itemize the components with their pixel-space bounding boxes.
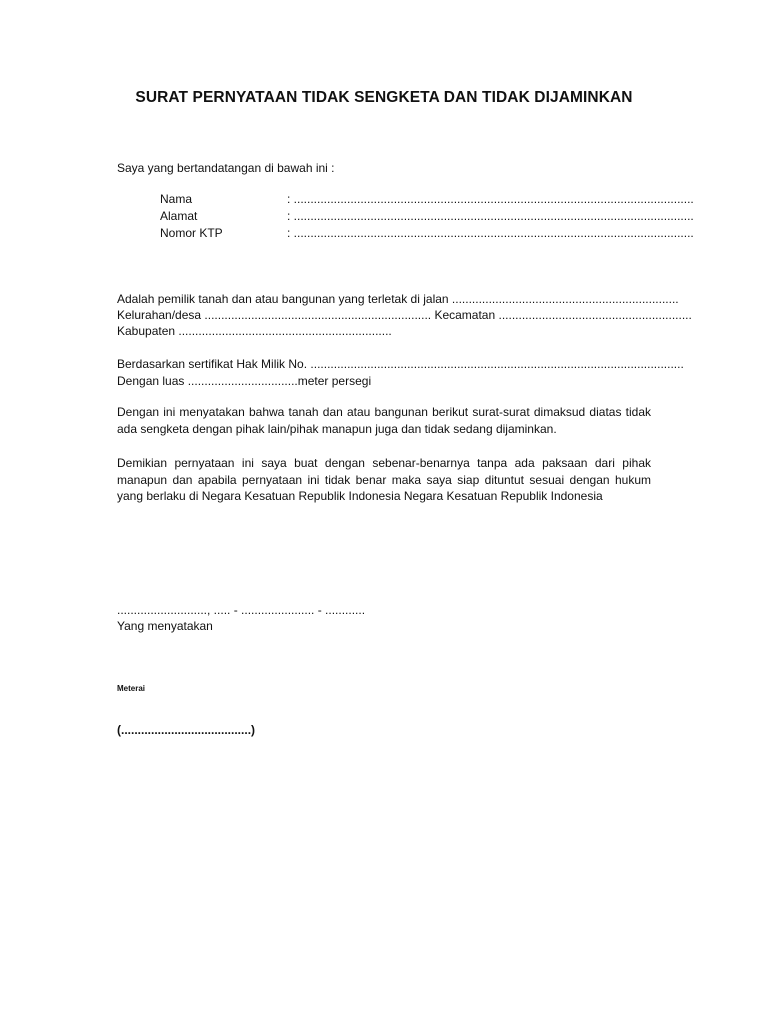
location-line-street: Adalah pemilik tanah dan atau bangunan yang terletak di jalan .................................................................... xyxy=(117,292,679,306)
identity-label-ktp: Nomor KTP xyxy=(160,226,223,240)
intro-text: Saya yang bertandatangan di bawah ini : xyxy=(117,161,335,175)
closing-paragraph: Demikian pernyataan ini saya buat dengan sebenar-benarnya tanpa ada paksaan dari pihak manapun dan apabila pernyataan ini tidak benar maka saya siap dituntut sesuai dengan hukum yang berlaku di Negara Kesatuan Republik Indonesia Negara Kesatuan Republik Indonesia xyxy=(117,456,651,503)
certificate-number-line: Berdasarkan sertifikat Hak Milik No. ................................................................................................................ xyxy=(117,357,684,371)
document-title: SURAT PERNYATAAN TIDAK SENGKETA DAN TIDAK DIJAMINKAN xyxy=(135,89,633,106)
identity-label-alamat: Alamat xyxy=(160,209,198,223)
statement-paragraph: Dengan ini menyatakan bahwa tanah dan atau bangunan berikut surat-surat dimaksud diatas tidak ada sengketa dengan pihak lain/pihak manapun juga dan tidak sedang dijaminkan. xyxy=(117,405,651,436)
stamp-label: Meterai xyxy=(117,684,146,693)
identity-value-alamat: : ........................................................................................................................ xyxy=(287,209,694,223)
place-date-line: ..........................., ..... - ...................... - ............ xyxy=(117,603,366,617)
identity-value-ktp: : ........................................................................................................................ xyxy=(287,226,694,240)
location-line-village: Kelurahan/desa .................................................................... Kecamatan .......................................................... xyxy=(117,308,692,322)
land-area-line: Dengan luas .................................meter persegi xyxy=(117,374,372,388)
signer-label: Yang menyatakan xyxy=(117,619,213,633)
location-line-regency: Kabupaten ................................................................ xyxy=(117,324,392,338)
signature-name-line: (.......................................) xyxy=(117,723,256,737)
identity-label-nama: Nama xyxy=(160,192,193,206)
identity-value-nama: : ........................................................................................................................ xyxy=(287,192,694,206)
